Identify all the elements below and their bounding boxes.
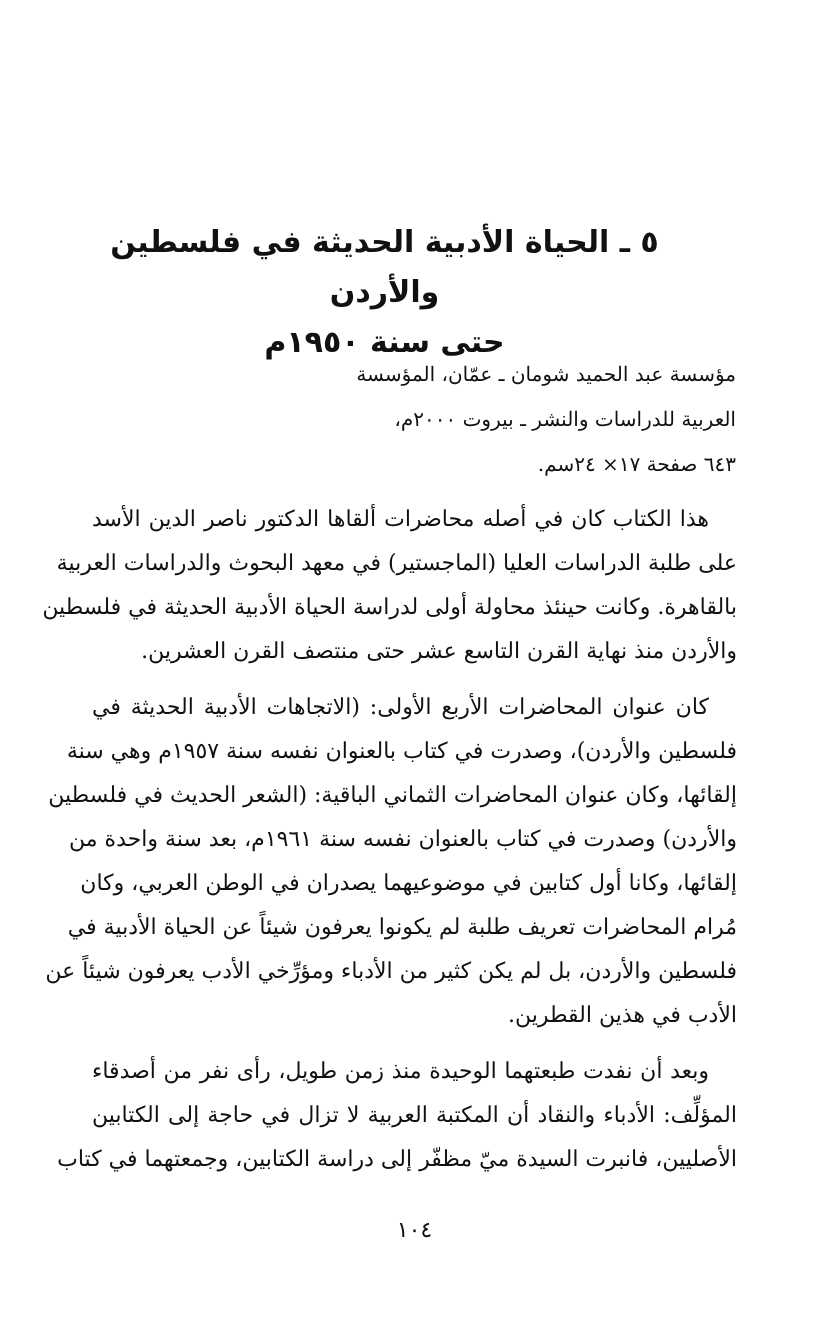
text-line: بالقاهرة. وكانت حينئذ محاولة أولى لدراسة الحياة الأدبية الحديثة في فلسطين (42, 595, 737, 620)
text-line: إلقائها، وكان عنوان المحاضرات الثماني الباقية: (الشعر الحديث في فلسطين (48, 783, 737, 808)
text-line: والأردن) وصدرت في كتاب بالعنوان نفسه سنة ١٩٦١م، بعد سنة واحدة من (69, 827, 737, 852)
section-title-line-1: ٥ ـ الحياة الأدبية الحديثة في فلسطين والأردن (110, 225, 659, 310)
text-line: هذا الكتاب كان في أصله محاضرات ألقاها الدكتور ناصر الدين الأسد (92, 507, 709, 532)
bibliography-line: العربية للدراسات والنشر ـ بيروت ٢٠٠٠م، (394, 407, 736, 431)
bibliography-line: ٦٤٣ صفحة ١٧× ٢٤سم. (537, 452, 736, 476)
text-line: الأصليين، فانبرت السيدة ميّ مظفّر إلى دراسة الكتابين، وجمعتهما في كتاب (57, 1147, 737, 1172)
text-line: على طلبة الدراسات العليا (الماجستير) في معهد البحوث والدراسات العربية (56, 551, 737, 576)
page-number: ١٠٤ (396, 1218, 433, 1243)
text-line: والأردن منذ نهاية القرن التاسع عشر حتى منتصف القرن العشرين. (141, 639, 737, 664)
section-title (100, 218, 669, 368)
bibliography-block (260, 352, 736, 487)
text-line: فلسطين والأردن)، وصدرت في كتاب بالعنوان نفسه سنة ١٩٥٧م وهي سنة (66, 739, 737, 764)
bibliography-line: مؤسسة عبد الحميد شومان ـ عمّان، المؤسسة (356, 362, 736, 386)
text-line: كان عنوان المحاضرات الأربع الأولى: (الاتجاهات الأدبية الحديثة في (92, 695, 709, 720)
text-line: فلسطين والأردن، بل لم يكن كثير من الأدباء ومؤرِّخي الأدب يعرفون شيئاً عن (45, 959, 737, 984)
text-line: الأدب في هذين القطرين. (507, 1003, 737, 1028)
paragraph-2 (45, 686, 737, 1038)
text-line: المؤلِّف: الأدباء والنقاد أن المكتبة العربية لا تزال في حاجة إلى الكتابين (92, 1103, 737, 1128)
text-line: مُرام المحاضرات تعريف طلبة لم يكونوا يعرفون شيئاً عن الحياة الأدبية في (67, 915, 737, 940)
body-text (42, 498, 737, 1194)
text-line: إلقائها، وكانا أول كتابين في موضوعيهما يصدران في الوطن العربي، وكان (80, 871, 737, 896)
paragraph-3 (57, 1050, 737, 1182)
paragraph-1 (42, 498, 737, 674)
text-line: وبعد أن نفدت طبعتهما الوحيدة منذ زمن طويل، رأى نفر من أصدقاء (92, 1059, 709, 1084)
section-title-line-2: حتى سنة ١٩٥٠م (264, 325, 505, 360)
